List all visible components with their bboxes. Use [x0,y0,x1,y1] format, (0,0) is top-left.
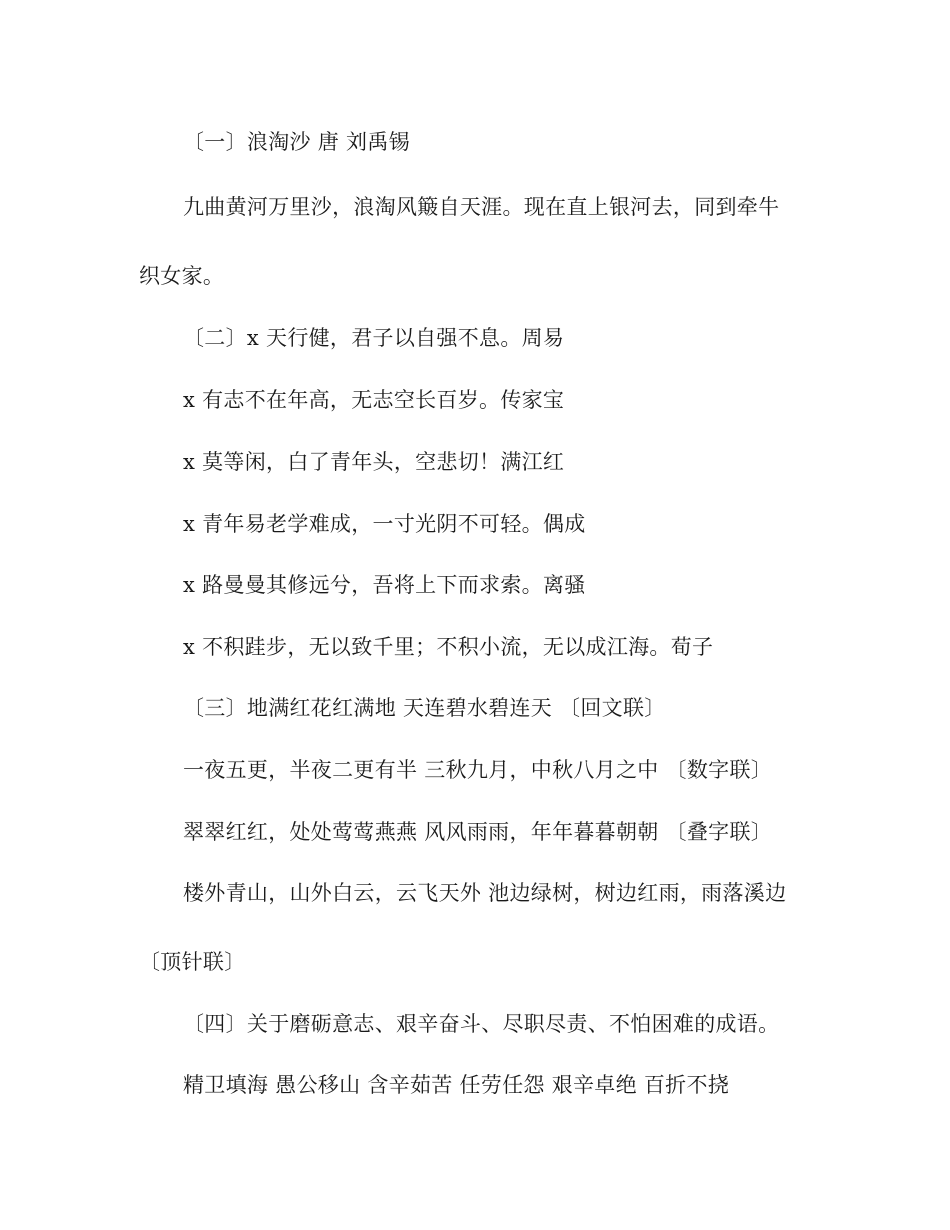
quote-line: x 莫等闲，白了青年头，空悲切！满江红 [183,450,565,474]
section-2-heading: 〔二〕x 天行健，君子以自强不息。周易 [183,326,565,350]
section-1-heading: 〔一〕浪淘沙 唐 刘禹锡 [183,130,410,154]
quote-line: x 青年易老学难成，一寸光阴不可轻。偶成 [183,512,586,536]
poem-line-1: 九曲黄河万里沙，浪淘风簸自天涯。现在直上银河去，同到牵牛 [183,195,780,219]
idiom-list: 精卫填海 愚公移山 含辛茹苦 任劳任怨 艰辛卓绝 百折不挠 [183,1073,730,1097]
quote-line: x 有志不在年高，无志空长百岁。传家宝 [183,388,565,412]
couplet-line: 楼外青山，山外白云，云飞天外 池边绿树，树边红雨，雨落溪边 [183,881,787,905]
quote-line: x 路曼曼其修远兮，吾将上下而求索。离骚 [183,573,586,597]
poem-line-2: 织女家。 [139,264,225,288]
section-3-heading: 〔三〕地满红花红满地 天连碧水碧连天 〔回文联〕 [183,696,666,720]
couplet-line: 翠翠红红，处处莺莺燕燕 风风雨雨，年年暮暮朝朝 〔叠字联〕 [183,820,773,844]
couplet-label: 〔顶针联〕 [139,950,246,974]
section-4-heading: 〔四〕关于磨砺意志、艰辛奋斗、尽职尽责、不怕困难的成语。 [183,1012,780,1036]
couplet-line: 一夜五更，半夜二更有半 三秋九月，中秋八月之中 〔数字联〕 [183,758,773,782]
quote-line: x 不积跬步，无以致千里；不积小流，无以成江海。荀子 [183,635,714,659]
